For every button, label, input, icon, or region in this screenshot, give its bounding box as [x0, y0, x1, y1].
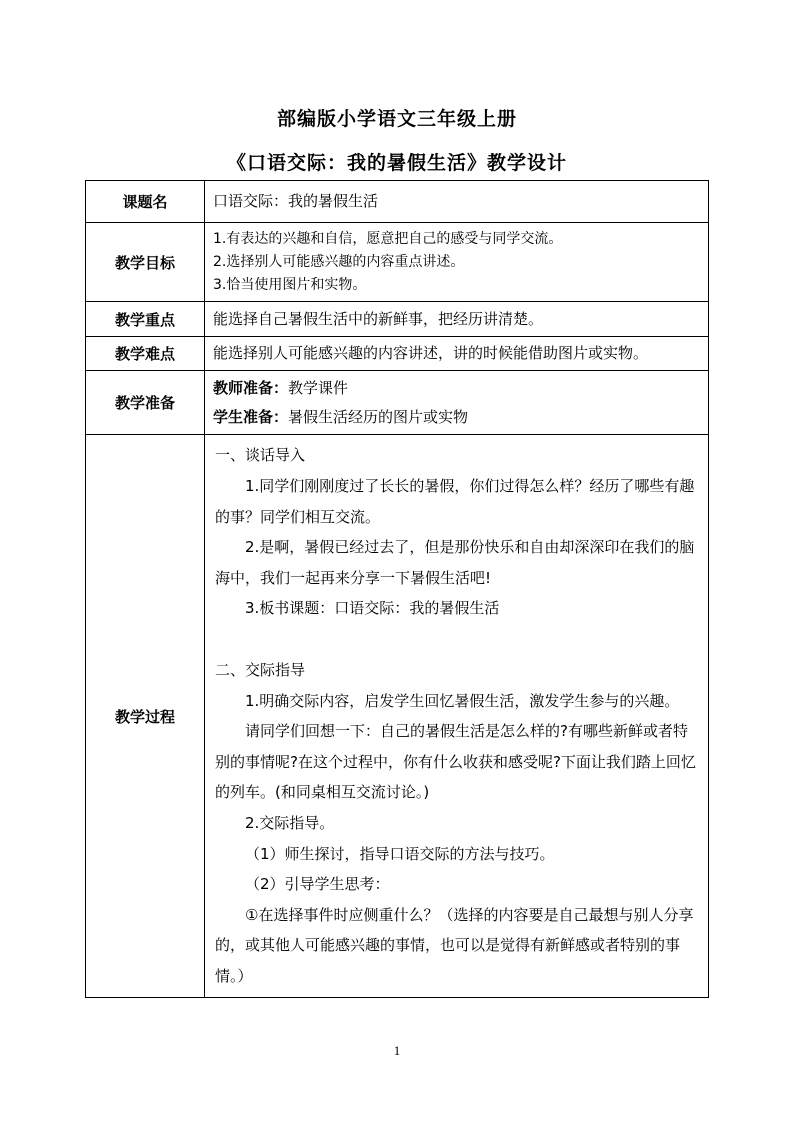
spacer: [215, 624, 702, 655]
topic-value: 口语交际：我的暑假生活: [205, 181, 709, 223]
paragraph: 1.明确交际内容，启发学生回忆暑假生活，激发学生参与的兴趣。: [245, 691, 680, 710]
table-row-preparation: [86, 371, 709, 435]
paragraph: 3.板书课题：口语交际：我的暑假生活: [245, 599, 500, 618]
page-number: 1: [393, 1043, 401, 1058]
teacher-preparation: 教师准备：教学课件: [213, 378, 349, 397]
key-points-value: 能选择自己暑假生活中的新鲜事，把经历讲清楚。: [205, 302, 709, 337]
paragraph: （2）引导学生思考：: [245, 875, 390, 894]
difficulties-value: 能选择别人可能感兴趣的内容讲述，讲的时候能借助图片或实物。: [205, 337, 709, 371]
paragraph: 2.是啊，暑假已经过去了，但是那份快乐和自由却深深印在我们的脑海中，我们一起再来分享一下暑假生活吧!: [215, 538, 695, 587]
section-heading: 二、交际指导: [215, 661, 306, 680]
process-content: [205, 435, 709, 998]
document-subtitle: 《口语交际：我的暑假生活》教学设计: [226, 152, 567, 174]
document-title: 部编版小学语文三年级上册: [276, 108, 517, 130]
table-row-goals: [86, 223, 709, 302]
student-preparation: 学生准备：暑假生活经历的图片或实物: [213, 407, 469, 426]
goal-item: 2.选择别人可能感兴趣的内容重点讲述。: [213, 253, 465, 270]
goal-item: 3.恰当使用图片和实物。: [213, 276, 367, 293]
goals-list: [205, 223, 709, 302]
table-row-difficulties: [86, 337, 709, 371]
table-row-process: [86, 435, 709, 998]
goal-item: 1.有表达的兴趣和自信，愿意把自己的感受与同学交流。: [213, 230, 563, 247]
topic-label: 课题名: [86, 181, 205, 223]
goals-label: 教学目标: [86, 223, 205, 302]
table-row-topic: [86, 181, 709, 223]
process-label: 教学过程: [86, 435, 205, 998]
paragraph: （1）师生探讨，指导口语交际的方法与技巧。: [245, 844, 555, 863]
table-row-key-points: [86, 302, 709, 337]
lesson-plan-table: [85, 180, 709, 998]
section-heading: 一、谈话导入: [215, 446, 306, 465]
paragraph: 2.交际指导。: [245, 813, 335, 832]
preparation-label: 教学准备: [86, 371, 205, 435]
difficulties-label: 教学难点: [86, 337, 205, 371]
preparation-value: [205, 371, 709, 435]
paragraph: 1.同学们刚刚度过了长长的暑假，你们过得怎么样？经历了哪些有趣的事？同学们相互交流。: [215, 477, 695, 526]
key-points-label: 教学重点: [86, 302, 205, 337]
paragraph: 请同学们回想一下：自己的暑假生活是怎么样的?有哪些新鲜或者特别的事情呢?在这个过程中，你有什么收获和感受呢?下面让我们踏上回忆的列车。(和同桌相互交流讨论。): [215, 722, 696, 802]
paragraph: ①在选择事件时应侧重什么？（选择的内容要是自己最想与别人分享的，或其他人可能感兴趣的事情，也可以是觉得有新鲜感或者特别的事情。）: [215, 905, 694, 985]
